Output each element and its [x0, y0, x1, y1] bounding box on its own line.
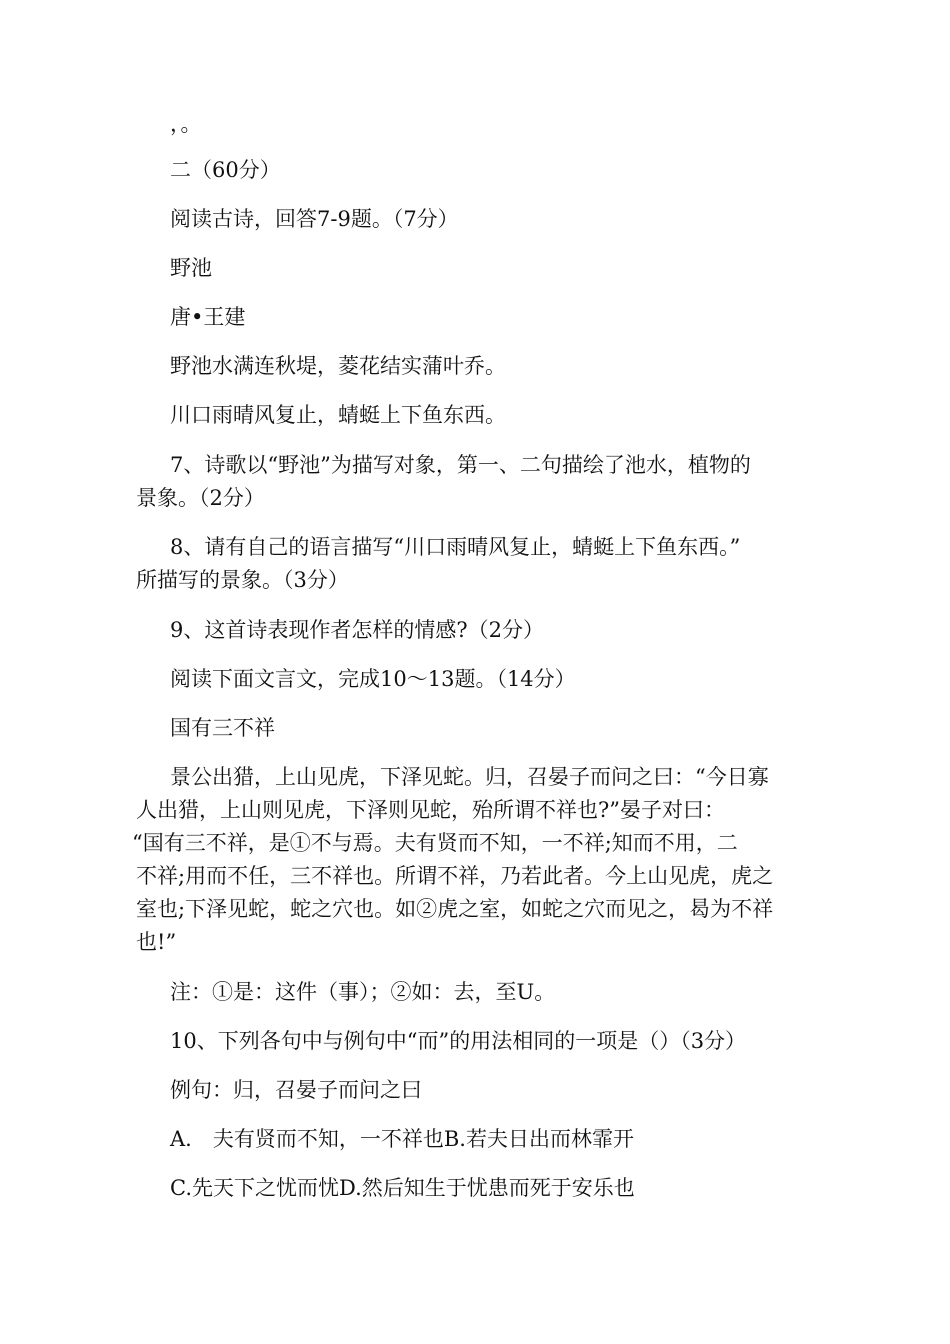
options-a-b: A. 夫有贤而不知，一不祥也B.若夫日出而林霏开	[170, 1127, 634, 1151]
question-10: 10、下列各句中与例句中“而”的用法相同的一项是（）（3分）	[170, 1029, 747, 1053]
question-7-line-2: 景象。（2分）	[136, 486, 265, 510]
example-sentence: 例句：归，召晏子而问之曰	[170, 1078, 422, 1102]
classical-text-instruction: 阅读下面文言文，完成10〜13题。（14分）	[170, 667, 576, 691]
question-8-line-2: 所描写的景象。（3分）	[136, 568, 349, 592]
classical-passage-line-4: 不祥;用而不任，三不祥也。所谓不祥，乃若此者。今上山见虎，虎之	[136, 864, 774, 888]
poem-verse-1: 野池水满连秋堤，菱花结实蒲叶乔。	[170, 354, 506, 378]
classical-passage-line-2: 人出猎，上山则见虎，下泽则见蛇，殆所谓不祥也?”晏子对曰：	[136, 798, 725, 822]
poem-title: 野池	[170, 256, 212, 280]
section-heading: 二（60分）	[170, 158, 281, 182]
fragment-line: ，。	[170, 112, 202, 136]
question-9: 9、这首诗表现作者怎样的情感?（2分）	[170, 618, 544, 642]
classical-text-title: 国有三不祥	[170, 716, 275, 740]
options-c-d: C.先天下之忧而忧D.然后知生于忧患而死于安乐也	[170, 1176, 635, 1200]
poem-author: 唐•王建	[170, 305, 246, 329]
poem-instruction: 阅读古诗，回答7-9题。（7分）	[170, 207, 459, 231]
poem-verse-2: 川口雨晴风复止，蜻蜓上下鱼东西。	[170, 403, 506, 427]
annotation-note: 注：①是：这件（事）；②如：去，至U。	[170, 980, 556, 1004]
classical-passage-line-1: 景公出猎，上山见虎，下泽见蛇。归，召晏子而问之曰：“今日寡	[170, 765, 769, 789]
classical-passage-line-3: “国有三不祥，是①不与焉。夫有贤而不知，一不祥;知而不用，二	[132, 831, 738, 855]
question-8-line-1: 8、请有自己的语言描写“川口雨晴风复止，蜻蜓上下鱼东西。”	[170, 535, 741, 559]
question-7-line-1: 7、诗歌以“野池”为描写对象，第一、二句描绘了池水，植物的	[170, 453, 751, 477]
classical-passage-line-5: 室也;下泽见蛇，蛇之穴也。如②虎之室，如蛇之穴而见之，曷为不祥	[136, 897, 774, 921]
classical-passage-line-6: 也!”	[136, 930, 177, 954]
